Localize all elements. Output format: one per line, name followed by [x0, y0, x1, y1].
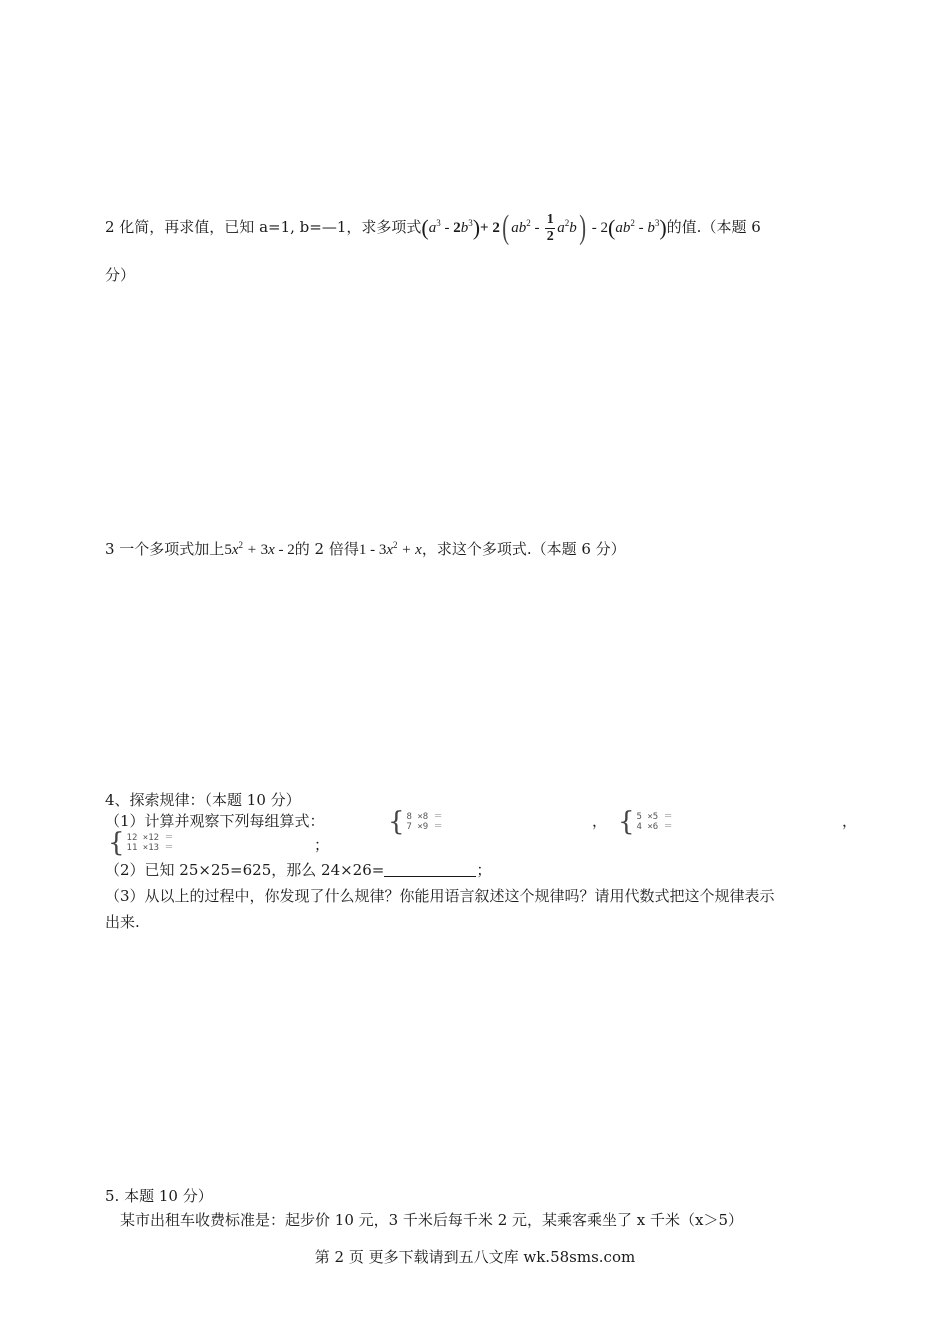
q3-expression-a: $5x^2 + 3x - 2$ [224, 540, 295, 558]
q4-group2-row2: 4 ×6 ＝ [636, 822, 673, 832]
q5-text: 某市出租车收费标准是：起步价 10 元，3 千米后每千米 2 元，某乘客乘坐了 x 千米（x＞5） [120, 1211, 744, 1229]
answer-blank[interactable] [384, 862, 476, 877]
question-3-line [105, 538, 626, 559]
q3-suffix: ，求这个多项式.（本题 6 分） [421, 540, 626, 558]
q4-part2-end: ； [476, 861, 492, 879]
q4-part2-line [105, 859, 491, 880]
q2-continuation: 分） [105, 266, 136, 284]
q4-group1: { 8 ×8 ＝ 7 ×9 ＝ [388, 807, 443, 837]
q4-group1-row2: 7 ×9 ＝ [406, 822, 443, 832]
q3-prefix: 3 一个多项式加上 [105, 540, 225, 558]
q4-title: 4、探索规律：（本题 10 分） [105, 791, 301, 809]
q4-comma-2: ， [842, 812, 858, 830]
q4-comma-1: ， [592, 812, 608, 830]
q4-part1-label: （1）计算并观察下列每组算式： [105, 812, 325, 830]
q4-group2: { 5 ×5 ＝ 4 ×6 ＝ [618, 807, 673, 837]
q4-group2-row1: 5 ×5 ＝ [636, 812, 673, 822]
page-footer: 第 2 页 更多下载请到五八文库 wk.58sms.com [314, 1248, 636, 1266]
q4-semicolon: ； [314, 836, 330, 854]
q4-part2-label: （2）已知 25×25=625，那么 24×26= [105, 861, 385, 879]
q4-group3-row2: 11 ×13 ＝ [126, 843, 174, 853]
q2-prefix: 2 化简，再求值，已知 a=1, b=—1，求多项式 [105, 218, 422, 236]
q4-group3-row1: 12 ×12 ＝ [126, 833, 174, 843]
q4-group3: { 12 ×12 ＝ 11 ×13 ＝ [108, 828, 174, 858]
q5-title: 5. 本题 10 分） [105, 1187, 213, 1205]
q3-middle: 的 2 倍得 [294, 540, 359, 558]
q3-expression-b: $1 - 3x^2 + x$ [358, 540, 422, 558]
q4-group1-row1: 8 ×8 ＝ [406, 812, 443, 822]
q2-polynomial: $(a^3 - 2b^3)+ 2$( $ab^2$ - $\frac{1}{2}$ $a^2b) - 2(ab^2 - b^3)$ [421, 209, 667, 246]
q2-suffix: 的值.（本题 6 [666, 218, 761, 236]
question-2-line [105, 203, 761, 245]
q4-part3-line1: （3）从以上的过程中，你发现了什么规律？你能用语言叙述这个规律吗？请用代数式把这个规律表示 [105, 887, 775, 905]
q4-part3-line2: 出来. [105, 913, 140, 931]
